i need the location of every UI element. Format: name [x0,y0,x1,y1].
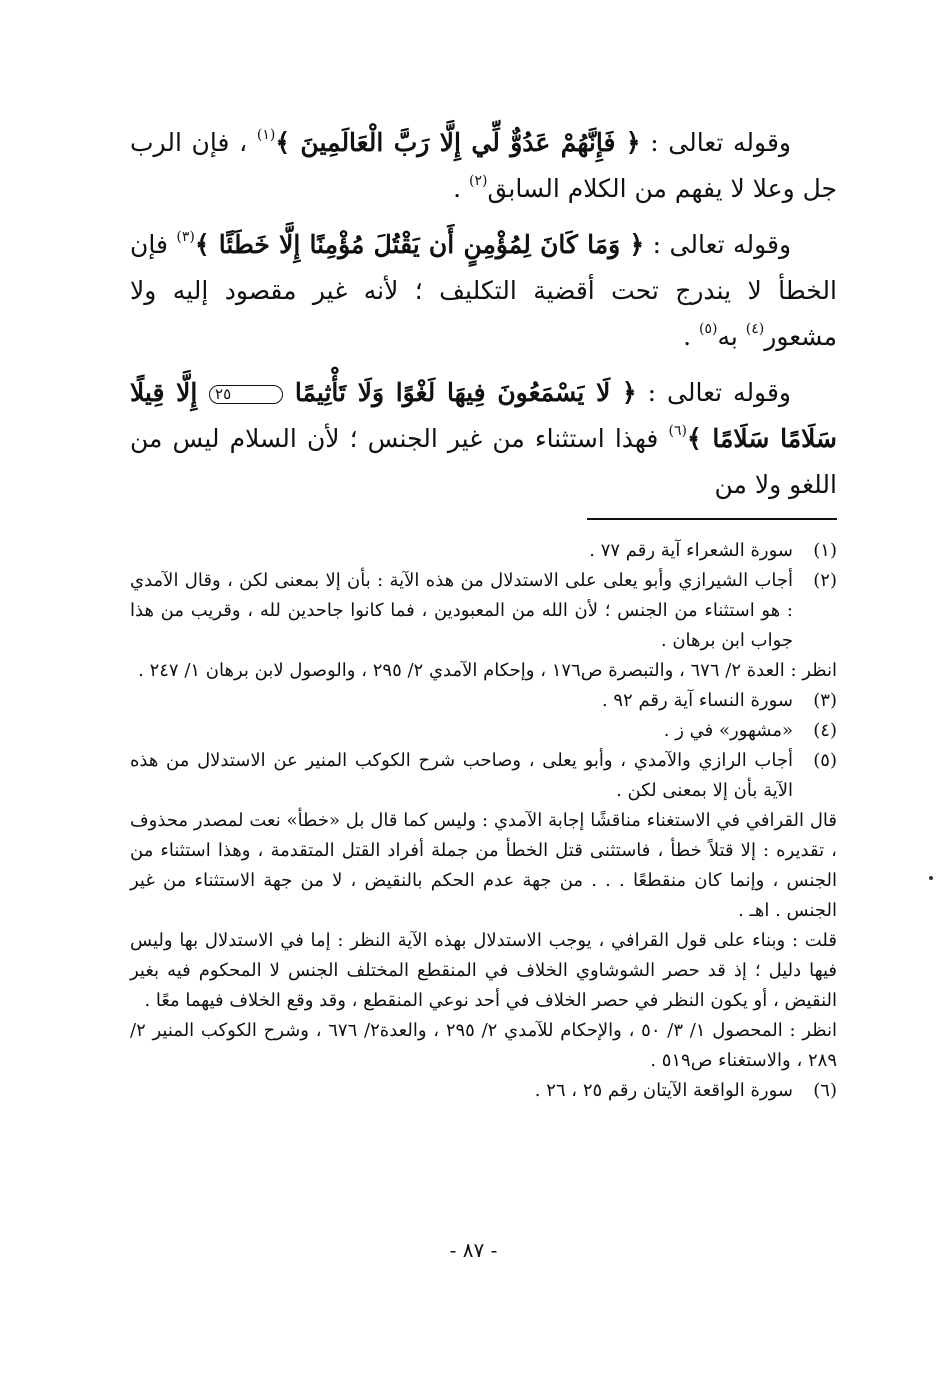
footnotes [130,536,837,1106]
footnote-text: سورة النساء آية رقم ٩٢ . [601,690,793,711]
quran-verse-1: ﴿ فَإِنَّهُمْ عَدُوٌّ لِّي إِلَّا رَبَّ الْعَالَمِينَ ﴾ [275,128,641,157]
footnote-4 [130,716,837,746]
footnote-3 [130,686,837,716]
footnote-references: انظر : العدة ٢/ ٦٧٦ ، والتبصرة ص١٧٦ ، وإحكام الآمدي ٢/ ٢٩٥ ، والوصول لابن برهان ١/ ٢٤٧ . [138,660,837,681]
footnote-1 [130,536,837,566]
p2-end: . [683,322,699,351]
footnote-5 [130,746,837,1076]
p1-end: . [453,174,470,203]
page-number: - ٨٧ - [449,1238,498,1262]
footnote-text: أجاب الشيرازي وأبو يعلى على الاستدلال من هذه الآية : بأن إلا بمعنى لكن ، وقال الآمدي : هو استثناء من الجنس ؛ لأن الله من المعبودين ، فما كانوا جاحدين لله ، وقريب من هذا جواب ابن برهان . [130,570,793,651]
footnote-ref-3: (٣) [176,229,195,245]
footnote-6 [130,1076,837,1106]
p3-lead: وقوله تعالى : [636,378,791,407]
p1-text: ، فإن الرب جل وعلا لا يفهم من الكلام السابق [130,128,837,203]
paragraph-2 [130,222,837,360]
quran-verse-2: ﴿ وَمَا كَانَ لِمُؤْمِنٍ أَن يَقْتُلَ مُؤْمِنًا إِلَّا خَطَئًا ﴾ [194,230,645,259]
footnote-ref-5: (٥) [699,321,718,337]
footnote-ref-2: (٢) [469,173,488,189]
footnote-number: (٥) [813,750,837,771]
p3-text: فهذا استثناء من غير الجنس ؛ لأن السلام ليس من اللغو ولا من [130,424,837,499]
paragraph-1 [130,120,837,212]
quran-verse-3a: ﴿ لَا يَسْمَعُونَ فِيهَا لَغْوًا وَلَا تَأْثِيمًا [283,378,637,407]
footnote-number: (١) [813,540,837,561]
footnote-text: سورة الواقعة الآيتان رقم ٢٥ ، ٢٦ . [534,1080,793,1101]
footnote-number: (٦) [813,1080,837,1101]
p2-text-2: به [717,322,746,351]
paragraph-3 [130,370,837,508]
p2-lead: وقوله تعالى : [644,230,792,259]
footnote-number: (٣) [813,690,837,711]
page-body [130,120,837,1106]
footnote-text: «مشهور» في ز . [663,720,793,741]
footnote-comment: قلت : وبناء على قول القرافي ، يوجب الاستدلال بهذه الآية النظر : إما في الاستدلال بها وليس فيها دليل ؛ إذ قد حصر الشوشاوي الخلاف في المنقطع المختلف الجنس لا المحكوم فيه بغير النقيض ، أو يكون النظر في حصر الخلاف في أحد نوعي المنقطع ، وقد وقع الخلاف فيهما معًا . [130,930,837,1011]
p1-lead: وقوله تعالى : [640,128,791,157]
ayah-number-badge: ٢٥ [209,385,283,404]
footnote-text: سورة الشعراء آية رقم ٧٧ . [589,540,793,561]
footnote-separator [587,518,837,520]
footnote-number: (٤) [813,720,837,741]
footnote-ref-4: (٤) [745,321,765,337]
footnote-ref-6: (٦) [668,423,687,439]
footnote-quote: قال القرافي في الاستغناء مناقشًا إجابة الآمدي : وليس كما قال بل «خطأ» نعت لمصدر محذوف ، تقديره : إلا قتلاً خطأ ، فاستثنى قتل الخطأ من جملة أفراد القتل المتقدمة ، وهذا استثناء من الجنس ، وإنما كان منقطعًا . . . من جهة عدم الحكم بالنقيض ، لا من جهة الاستثناء من غير الجنس . اهـ . [130,810,837,921]
p2-text: فإن الخطأ لا يندرج تحت أقضية التكليف ؛ لأنه غير مقصود إليه ولا مشعور [130,230,837,351]
main-text [130,120,837,508]
footnote-number: (٢) [813,570,837,591]
footnote-text: أجاب الرازي والآمدي ، وأبو يعلى ، وصاحب شرح الكوكب المنير عن الاستدلال من هذه الآية بأن إلا بمعنى لكن . [130,750,793,801]
footnote-ref-1: (١) [256,127,276,143]
footnote-2 [130,566,837,686]
footnote-references: انظر : المحصول ١/ ٣/ ٥٠ ، والإحكام للآمدي ٢/ ٢٩٥ ، والعدة٢/ ٦٧٦ ، وشرح الكوكب المنير ٢/ ٢٨٩ ، والاستغناء ص٥١٩ . [130,1020,837,1071]
quran-verse-3b: إِلَّا قِيلًا سَلَامًا سَلَامًا ﴾ [130,378,838,453]
margin-dot [929,876,933,880]
